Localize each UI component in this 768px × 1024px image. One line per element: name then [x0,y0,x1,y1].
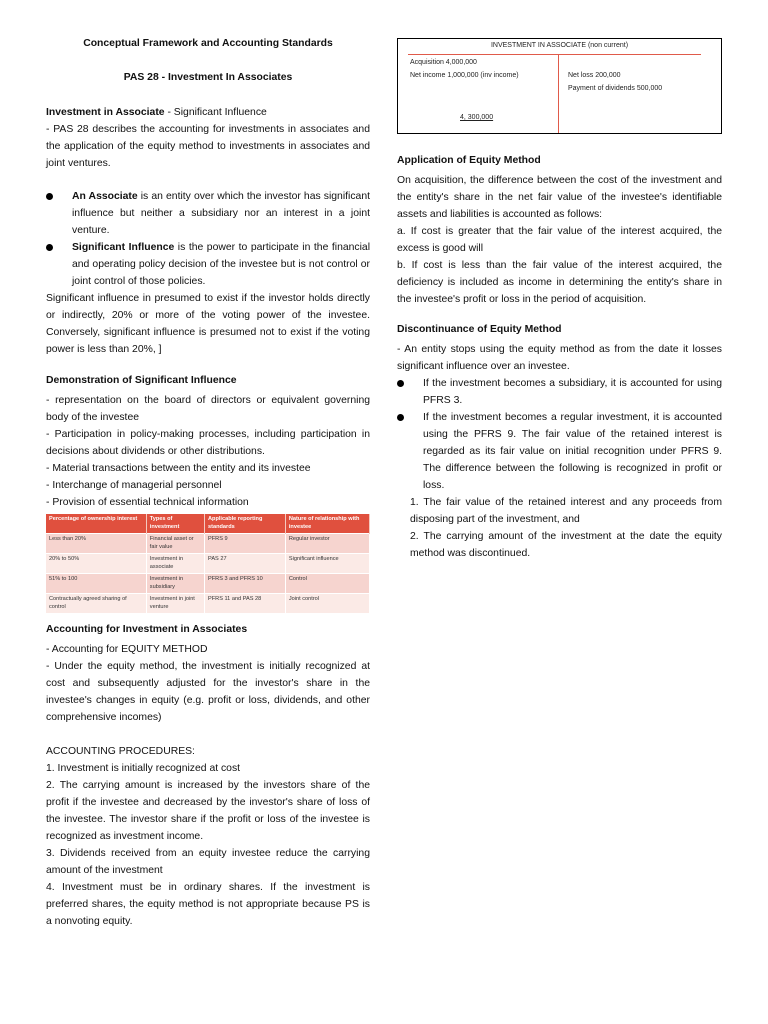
presumed-paragraph: Significant influence in presumed to exist if the investor holds directly or indirectly, 20% or more of the voting power of the investee. Conversely, significant influence is presumed not to exist if the voting power is less than 20%, ] [46,293,370,355]
accounting-subheading: - Accounting for EQUITY METHOD [46,644,208,655]
table-cell: PFRS 11 and PAS 28 [205,594,286,614]
table-cell: PFRS 3 and PFRS 10 [205,574,286,594]
table-cell: Contractually agreed sharing of control [46,594,146,614]
t-account-vertical-rule [558,54,559,133]
table-cell: PFRS 9 [205,534,286,554]
discontinuance-item: 1. The fair value of the retained interest and any proceeds from disposing part of the investment, and [410,497,722,525]
intro-paragraph: - PAS 28 describes the accounting for investments in associates and the application of the equity method to investments in associates and joint ventures. [46,124,370,169]
bullet-term: Significant Influence [72,242,175,253]
bullet-significant-influence [46,239,370,290]
bullet-text: If the investment becomes a regular investment, it is accounted using the PFRS 9. The fair value of the retained interest is regarded as its fair value on initial recognition under PFRS 9. The difference between the following is recognized in profit or loss. [423,412,722,491]
bullet-dot-icon [397,414,404,421]
procedure-item: 2. The carrying amount is increased by the investors share of the profit if the investee and decreased by the investor's share of loss of the investee. The investor share if the profit or loss of the investee is recognized as investment income. [46,780,370,842]
procedure-item: 4. Investment must be in ordinary shares. If the investment is preferred shares, the equity method is not appropriate because PS is a nonvoting equity. [46,882,370,927]
t-account-figure [397,38,722,134]
table-header-cell: Nature of relationship with investee [285,514,369,534]
demo-item: - Participation in policy-making processes, including participation in decisions about dividends or other distributions. [46,429,370,457]
t-account-credit-net-loss: Net loss 200,000 [568,72,621,79]
heading-bold-part: Investment in Associate [46,107,165,118]
demo-item: - Provision of essential technical information [46,497,249,508]
t-account-debit-acquisition: Acquisition 4,000,000 [410,59,477,66]
t-account-balance: 4, 300,000 [460,114,494,121]
demo-item: - Material transactions between the entity and its investee [46,463,311,474]
bullet-dot-icon [397,380,404,387]
t-account-title: INVESTMENT IN ASSOCIATE (non current) [490,42,629,49]
procedure-item: 1. Investment is initially recognized at cost [46,763,241,774]
equity-method-paragraph: - Under the equity method, the investment is initially recognized at cost and subsequently adjusted for the investor's share in the investee's changes in equity (e.g. profit or loss, dividends, and other comprehensive incomes) [46,661,370,723]
document-title: Conceptual Framework and Accounting Standards [83,38,333,49]
table-cell: Investment in joint venture [146,594,204,614]
discontinuance-bullet [397,375,722,409]
bullet-term: An Associate [72,191,138,202]
bullet-dot-icon [46,244,53,251]
table-cell: Investment in subsidiary [146,574,204,594]
bullet-associate [46,188,370,239]
table-row [46,574,370,594]
significant-influence-heading [46,104,370,121]
t-account-horizontal-rule [408,54,701,55]
t-account-credit-dividends: Payment of dividends 500,000 [568,85,663,92]
table-cell: Control [285,574,369,594]
table-cell: Regular investor [285,534,369,554]
table-header-cell: Types of investment [146,514,204,534]
table-cell: Investment in associate [146,554,204,574]
bullet-text: is an entity over which the investor has significant influence but neither a subsidiary nor an interest in a joint venture. [72,191,370,236]
table-cell: Significant influence [285,554,369,574]
discontinuance-paragraph: - An entity stops using the equity method as from the date it losses significant influence over an investee. [397,344,722,372]
application-item-b: b. If cost is less than the fair value of the interest acquired, the deficiency is included as income in determining the entity's share in the investee's profit or loss in the period of acquisition. [397,260,722,305]
table-row [46,594,370,614]
table-row [46,534,370,554]
t-account-debit-net-income: Net income 1,000,000 (inv income) [410,72,519,79]
table-cell: Financial asset or fair value [146,534,204,554]
ownership-table [46,514,370,613]
bullet-text: is the power to participate in the financial and operating policy decision of the investee but is not control or joint control of those policies. [72,242,371,287]
table-cell: Joint control [285,594,369,614]
application-item-a: a. If cost is greater that the fair value of the interest acquired, the excess is good will [397,226,722,254]
table-cell: PAS 27 [205,554,286,574]
discontinuance-item: 2. The carrying amount of the investment at the date the equity method was discontinued. [410,531,722,559]
procedures-heading: ACCOUNTING PROCEDURES: [46,746,195,757]
table-header-cell: Applicable reporting standards [205,514,286,534]
demo-item: - representation on the board of directors or equivalent governing body of the investee [46,395,370,423]
table-header-cell: Percentage of ownership interest [46,514,146,534]
demonstration-heading: Demonstration of Significant Influence [46,375,237,386]
discontinuance-bullet [397,409,722,494]
bullet-dot-icon [46,193,53,200]
procedure-item: 3. Dividends received from an equity investee reduce the carrying amount of the investment [46,848,370,876]
application-heading: Application of Equity Method [397,155,541,166]
table-cell: 51% to 100 [46,574,146,594]
demo-item: - Interchange of managerial personnel [46,480,222,491]
table-cell: Less than 20% [46,534,146,554]
heading-rest-part: - Significant Influence [164,107,267,118]
application-paragraph: On acquisition, the difference between the cost of the investment and the entity's share in the net fair value of the investee's identifiable assets and liabilities is accounted as follows: [397,175,722,220]
discontinuance-heading: Discontinuance of Equity Method [397,324,562,335]
table-header-row [46,514,370,534]
bullet-text: If the investment becomes a subsidiary, it is accounted for using PFRS 3. [423,378,722,406]
table-row [46,554,370,574]
document-subtitle: PAS 28 - Investment In Associates [123,72,293,83]
table-cell: 20% to 50% [46,554,146,574]
accounting-heading: Accounting for Investment in Associates [46,624,248,635]
